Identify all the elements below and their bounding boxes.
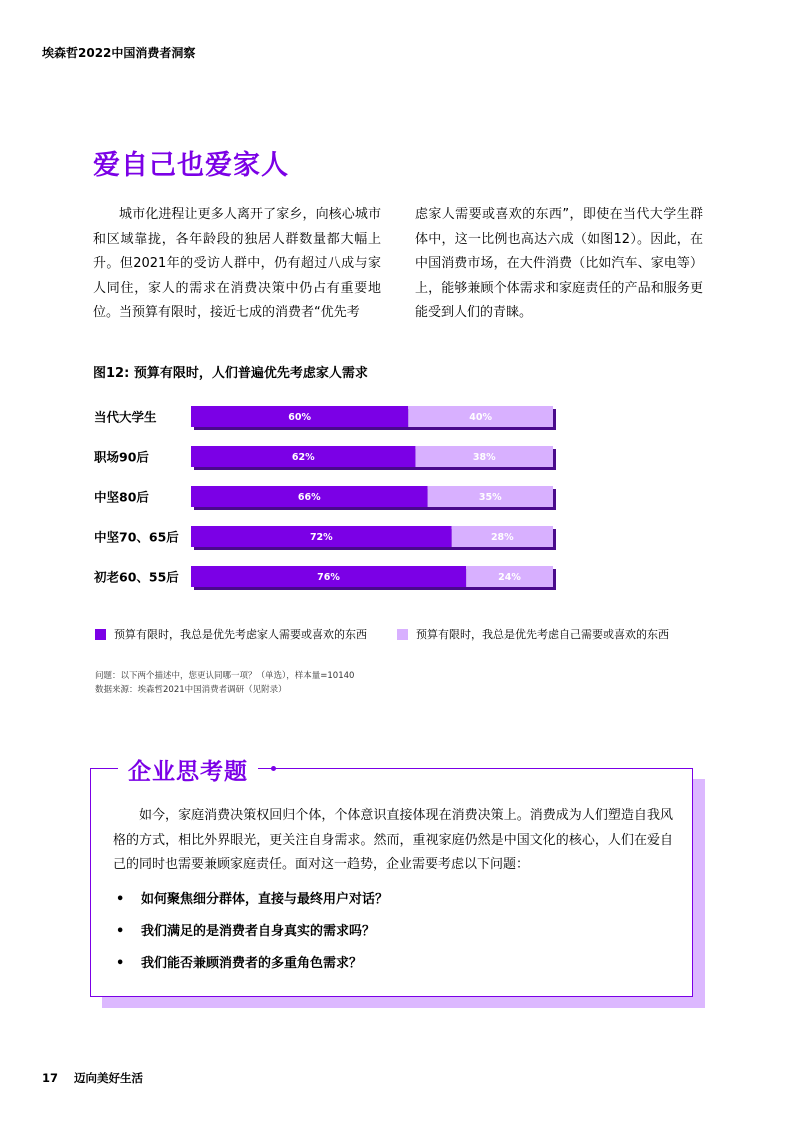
callout-question bbox=[116, 920, 375, 939]
figure-note-source: 数据来源：埃森哲2021中国消费者调研（见附录） bbox=[95, 685, 287, 695]
callout-question bbox=[116, 952, 362, 971]
callout-title-dot bbox=[271, 766, 276, 771]
legend-label-self: 预算有限时，我总是优先考虑自己需要或喜欢的东西 bbox=[416, 628, 669, 641]
bullet: • bbox=[116, 892, 125, 907]
category-label: 初老60、55后 bbox=[94, 569, 179, 585]
legend-item-self bbox=[397, 626, 669, 642]
category-label: 中坚70、65后 bbox=[94, 529, 179, 545]
callout-question-text: 如何聚焦细分群体，直接与最终用户对话？ bbox=[141, 892, 389, 907]
callout-question-text: 我们能否兼顾消费者的多重角色需求？ bbox=[141, 956, 363, 971]
data-label: 35% bbox=[478, 492, 502, 503]
callout-question-text: 我们满足的是消费者自身真实的需求吗？ bbox=[141, 924, 376, 939]
data-label: 40% bbox=[469, 412, 492, 423]
footer-title: 迈向美好生活 bbox=[74, 1071, 144, 1085]
page-footer bbox=[42, 1070, 143, 1086]
data-label: 62% bbox=[291, 452, 315, 463]
category-label: 中坚80后 bbox=[94, 489, 149, 505]
data-label: 76% bbox=[317, 572, 340, 583]
body-text-right: 虑家人需要或喜欢的东西”，即使在当代大学生群体中，这一比例也高达六成（如图12）。因此，在中国消费市场，在大件消费（比如汽车、家电等）上，能够兼顾个体需求和家庭责任的产品和服务更能受到人们的青睐。 bbox=[415, 207, 703, 320]
data-label: 60% bbox=[288, 412, 311, 423]
bullet: • bbox=[116, 924, 125, 939]
callout-paragraph: 如今，家庭消费决策权回归个体，个体意识直接体现在消费决策上。消费成为人们塑造自我风格的方式，相比外界眼光，更关注自身需求。然而，重视家庭仍然是中国文化的核心，人们在爱自己的同时也需要兼顾家庭责任。面对这一趋势，企业需要考虑以下问题： bbox=[113, 808, 673, 872]
data-label: 72% bbox=[309, 532, 333, 543]
legend-swatch-self bbox=[397, 629, 408, 640]
body-text-left: 城市化进程让更多人离开了家乡，向核心城市和区域靠拢，各年龄段的独居人群数量都大幅上升。但2021年的受访人群中，仍有超过八成与家人同住，家人的需求在消费决策中仍占有重要地位。当预算有限时，接近七成的消费者“优先考 bbox=[93, 207, 381, 320]
bullet: • bbox=[116, 956, 125, 971]
figure-notes bbox=[95, 669, 354, 697]
legend-label-family: 预算有限时，我总是优先考虑家人需要或喜欢的东西 bbox=[114, 628, 367, 641]
data-label: 66% bbox=[297, 492, 321, 503]
category-label: 职场90后 bbox=[94, 449, 149, 465]
running-title: 埃森哲2022中国消费者洞察 bbox=[42, 46, 196, 60]
legend-swatch-family bbox=[95, 629, 106, 640]
figure-note-question: 问题：以下两个描述中，您更认同哪一项？（单选），样本量=10140 bbox=[95, 671, 355, 681]
data-label: 24% bbox=[498, 572, 521, 583]
page-number: 17 bbox=[42, 1071, 59, 1085]
section-title: 爱自己也爱家人 bbox=[93, 150, 289, 181]
callout-title-wrap bbox=[118, 752, 258, 786]
legend-item-family bbox=[95, 626, 367, 642]
figure-title: 图12: 预算有限时，人们普遍优先考虑家人需求 bbox=[93, 366, 368, 381]
stacked-bar-chart bbox=[90, 398, 570, 598]
data-label: 28% bbox=[490, 532, 514, 543]
category-label: 当代大学生 bbox=[94, 409, 157, 425]
callout-question bbox=[116, 888, 388, 907]
callout-title: 企业思考题 bbox=[128, 758, 248, 785]
data-label: 38% bbox=[472, 452, 496, 463]
